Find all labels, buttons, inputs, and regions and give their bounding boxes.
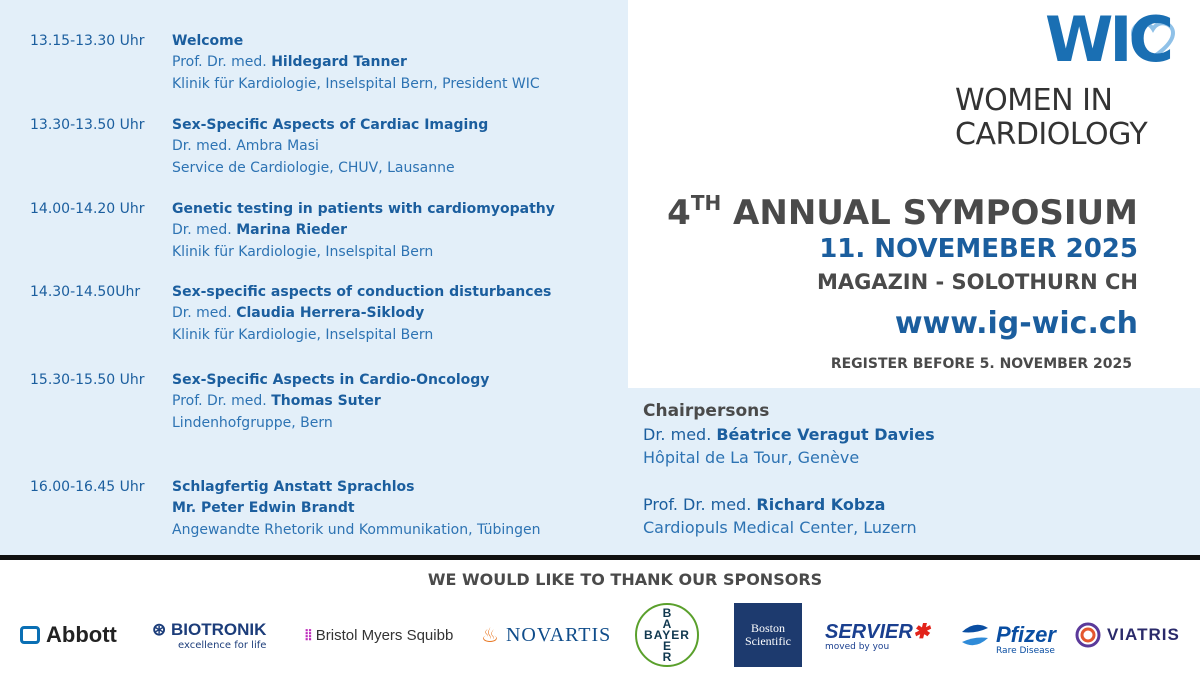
boston-scientific-logo: Boston Scientific xyxy=(734,603,802,667)
bms-logo: ⦙⦙ Bristol Myers Squibb xyxy=(305,626,454,644)
chairperson-name: Dr. med. Béatrice Veragut Davies xyxy=(643,425,935,444)
viatris-logo: VIATRIS xyxy=(1075,600,1180,670)
program-speaker: Dr. med. Marina Rieder xyxy=(172,222,348,238)
servier-logo: SERVIER✱ moved by you xyxy=(825,620,930,652)
symposium-url[interactable]: www.ig-wic.ch xyxy=(894,306,1138,341)
program-title: Sex-Specific Aspects of Cardiac Imaging xyxy=(172,117,489,133)
register-note: REGISTER BEFORE 5. NOVEMBER 2025 xyxy=(830,356,1132,372)
program-time: 15.30-15.50 Uhr xyxy=(30,372,145,388)
program-speaker: Prof. Dr. med. Thomas Suter xyxy=(172,393,381,409)
chairperson-affiliation: Hôpital de La Tour, Genève xyxy=(643,448,860,467)
program-affiliation: Klinik für Kardiologie, Inselspital Bern, President WIC xyxy=(172,76,540,92)
program-affiliation: Angewandte Rhetorik und Kommunikation, Tübingen xyxy=(172,522,541,538)
abbott-mark-icon xyxy=(20,626,40,644)
pfizer-logo: Pfizer Rare Disease xyxy=(958,600,1056,670)
chairperson-name: Prof. Dr. med. Richard Kobza xyxy=(643,495,886,514)
chairperson-affiliation: Cardiopuls Medical Center, Luzern xyxy=(643,518,917,537)
symposium-date: 11. NOVEMEBER 2025 xyxy=(819,234,1138,264)
program-speaker: Prof. Dr. med. Hildegard Tanner xyxy=(172,54,407,70)
novartis-logo: ♨ NOVARTIS xyxy=(481,623,612,647)
program-time: 14.00-14.20 Uhr xyxy=(30,201,145,217)
program-speaker: Dr. med. Claudia Herrera-Siklody xyxy=(172,305,425,321)
program-speaker: Mr. Peter Edwin Brandt xyxy=(172,500,355,516)
program-time: 16.00-16.45 Uhr xyxy=(30,479,145,495)
wic-logo xyxy=(955,5,1180,155)
program-title: Genetic testing in patients with cardiomyopathy xyxy=(172,201,555,217)
bms-mark-icon: ⦙⦙ xyxy=(305,626,312,644)
program-affiliation: Klinik für Kardiologie, Inselspital Bern xyxy=(172,327,434,343)
program-title: Sex-specific aspects of conduction disturbances xyxy=(172,284,552,300)
logo-mark: WIC xyxy=(1045,3,1170,76)
program-title: Schlagfertig Anstatt Sprachlos xyxy=(172,479,415,495)
program-title: Sex-Specific Aspects in Cardio-Oncology xyxy=(172,372,490,388)
novartis-flame-icon: ♨ xyxy=(481,624,500,647)
program-time: 13.30-13.50 Uhr xyxy=(30,117,145,133)
viatris-globe-icon xyxy=(1075,622,1101,648)
chairpersons-heading: Chairpersons xyxy=(643,401,770,421)
servier-star-icon: ✱ xyxy=(912,620,930,643)
abbott-logo: Abbott xyxy=(20,600,117,670)
sponsors-heading: WE WOULD LIKE TO THANK OUR SPONSORS xyxy=(427,570,823,589)
program-affiliation: Klinik für Kardiologie, Inselspital Bern xyxy=(172,244,434,260)
bayer-logo: BAYER B A E R xyxy=(635,603,699,667)
pfizer-helix-icon xyxy=(958,618,992,652)
logo-line2: CARDIOLOGY xyxy=(955,117,1148,152)
program-time: 13.15-13.30 Uhr xyxy=(30,33,145,49)
program-time: 14.30-14.50Uhr xyxy=(30,284,141,300)
program-affiliation: Service de Cardiologie, CHUV, Lausanne xyxy=(172,160,455,176)
symposium-place: MAGAZIN - SOLOTHURN CH xyxy=(816,270,1138,294)
program-speaker: Dr. med. Ambra Masi xyxy=(172,138,319,154)
bayer-cross-icon: B A E R xyxy=(662,605,672,664)
logo-line1: WOMEN IN xyxy=(955,83,1113,118)
section-divider xyxy=(0,555,1200,560)
program-title: Welcome xyxy=(172,33,244,49)
biotronik-mark-icon: ⊛ xyxy=(152,619,171,639)
program-affiliation: Lindenhofgruppe, Bern xyxy=(172,415,333,431)
symposium-title: 4TH ANNUAL SYMPOSIUM xyxy=(667,191,1138,233)
biotronik-logo: ⊛ BIOTRONIK excellence for life xyxy=(152,619,267,651)
